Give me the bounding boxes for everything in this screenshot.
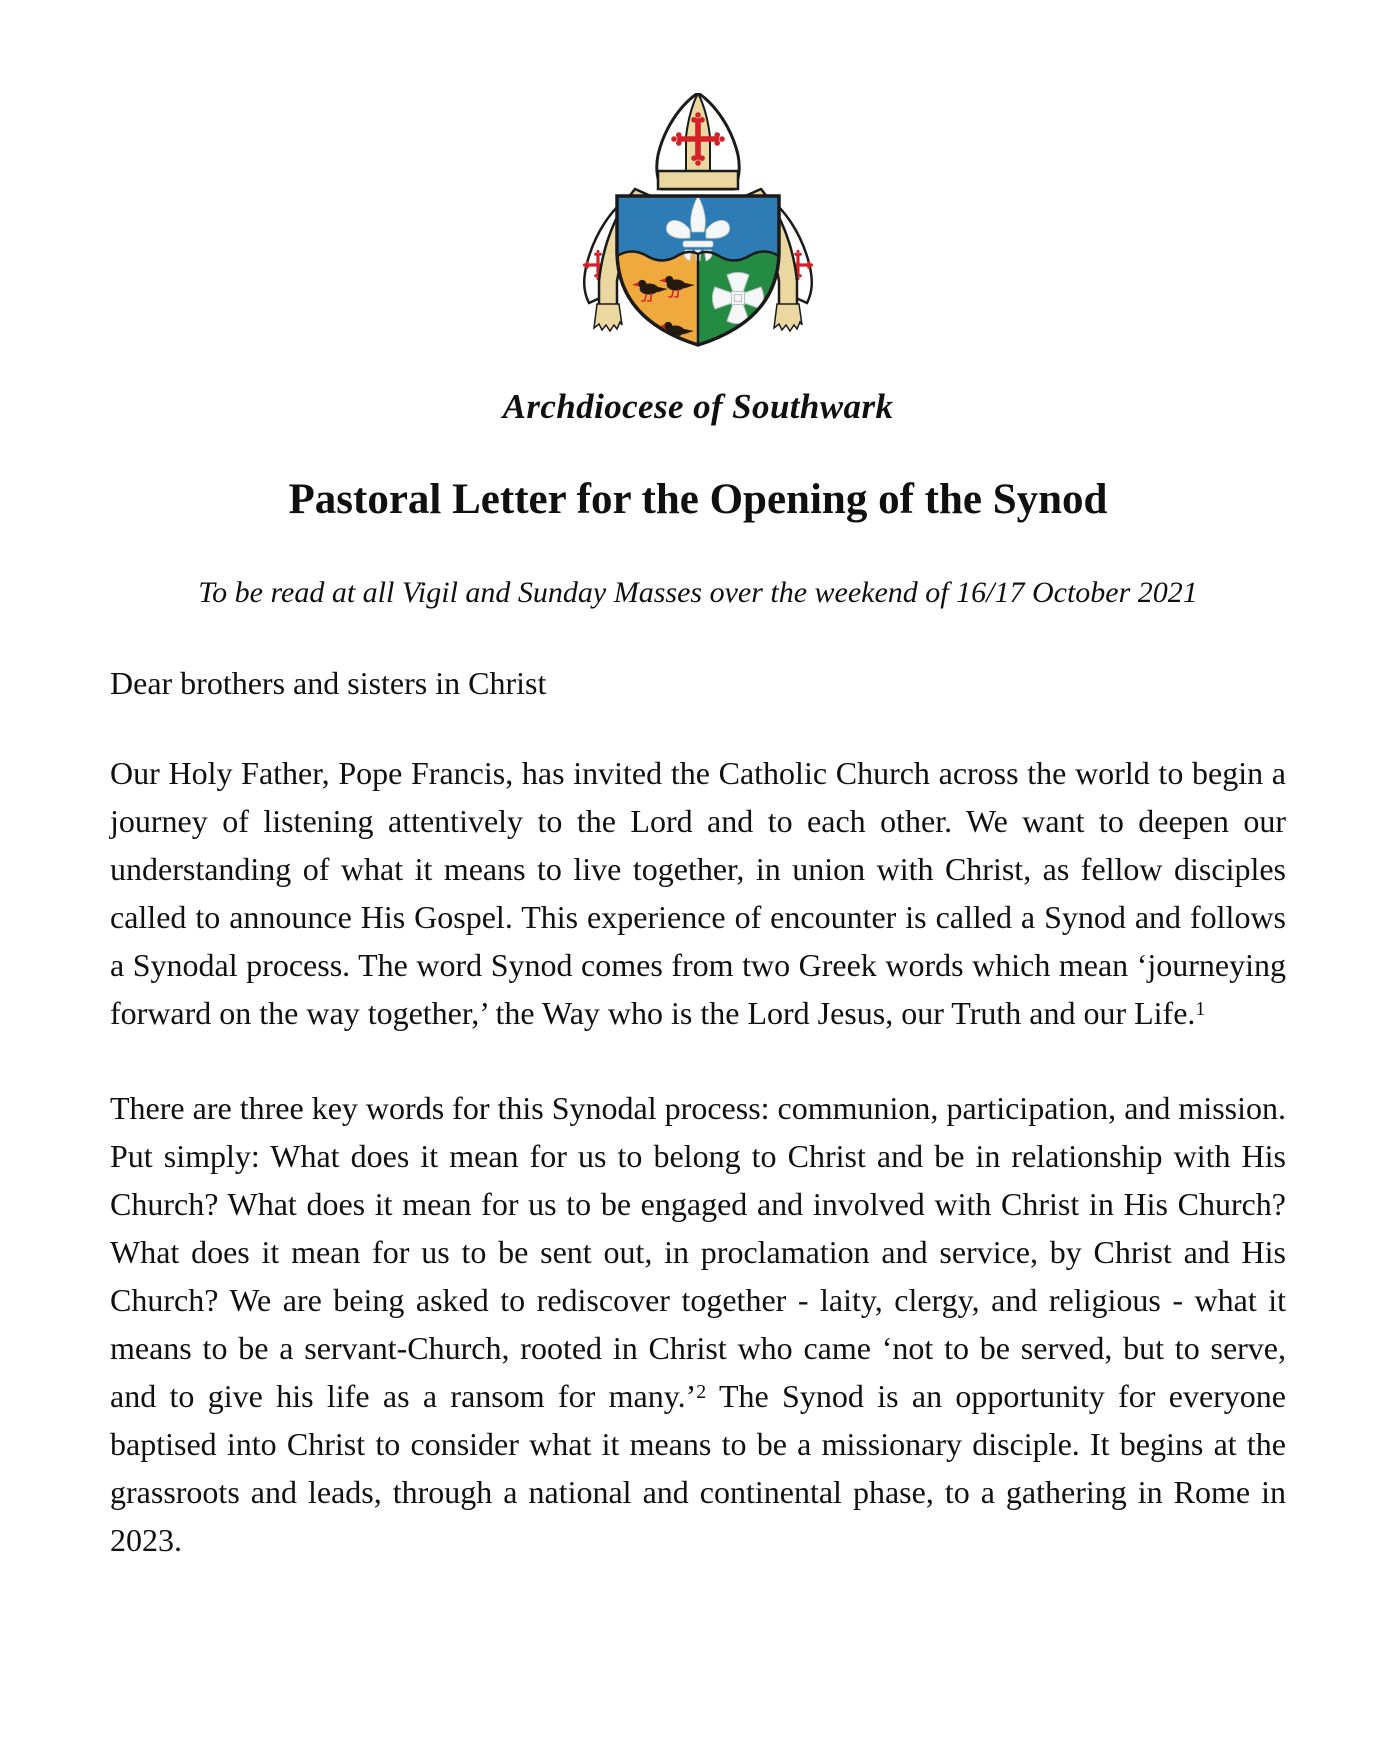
archdiocese-crest [577, 93, 819, 351]
footnote-marker-1: 1 [1195, 998, 1206, 1021]
letter-title: Pastoral Letter for the Opening of the Synod [288, 476, 1108, 523]
reading-instruction: To be read at all Vigil and Sunday Masses over the weekend of 16/17 October 2021 [198, 576, 1198, 609]
paragraph-2: There are three key words for this Synodal process: communion, participation, and mission. Put simply: What does it mean for us to belong to Christ and be in relationship with His Church? What does it mean for us to be engaged and involved with Christ in His Church? What does it mean for us to be sent out, in proclamation and service, by Christ and His Church? We are being asked to rediscover together - laity, clergy, and religious - what it means to be a servant-Church, rooted in Christ who came ‘not to be served, but to serve, and to give his life as a ransom for many.’$^2$ The Synod is an opportunity for everyone baptised into Christ to consider what it means to be a missionary disciple. It begins at the grassroots and leads, through a national and continental phase, to a gathering in Rome in 2023. [110, 1090, 1287, 1558]
mitre-icon [657, 93, 739, 189]
organization-name: Archdiocese of Southwark [502, 387, 894, 426]
paragraph-1: Our Holy Father, Pope Francis, has invited the Catholic Church across the world to begin a journey of listening attentively to the Lord and to each other. We want to deepen our understanding of what it means to live together, in union with Christ, as fellow disciples called to announce His Gospel. This experience of encounter is called a Synod and follows a Synodal process. The word Synod comes from two Greek words which mean ‘journeying forward on the way together,’ the Way who is the Lord Jesus, our Truth and our Life.$^1$ [110, 755, 1286, 1031]
salutation: Dear brothers and sisters in Christ [110, 665, 547, 701]
shield-quarter-gold [615, 252, 698, 350]
letter-body [110, 749, 1286, 1564]
footnote-marker-2: 2 [696, 1381, 707, 1404]
coat-of-arms-icon [577, 93, 819, 351]
shield [615, 194, 781, 349]
